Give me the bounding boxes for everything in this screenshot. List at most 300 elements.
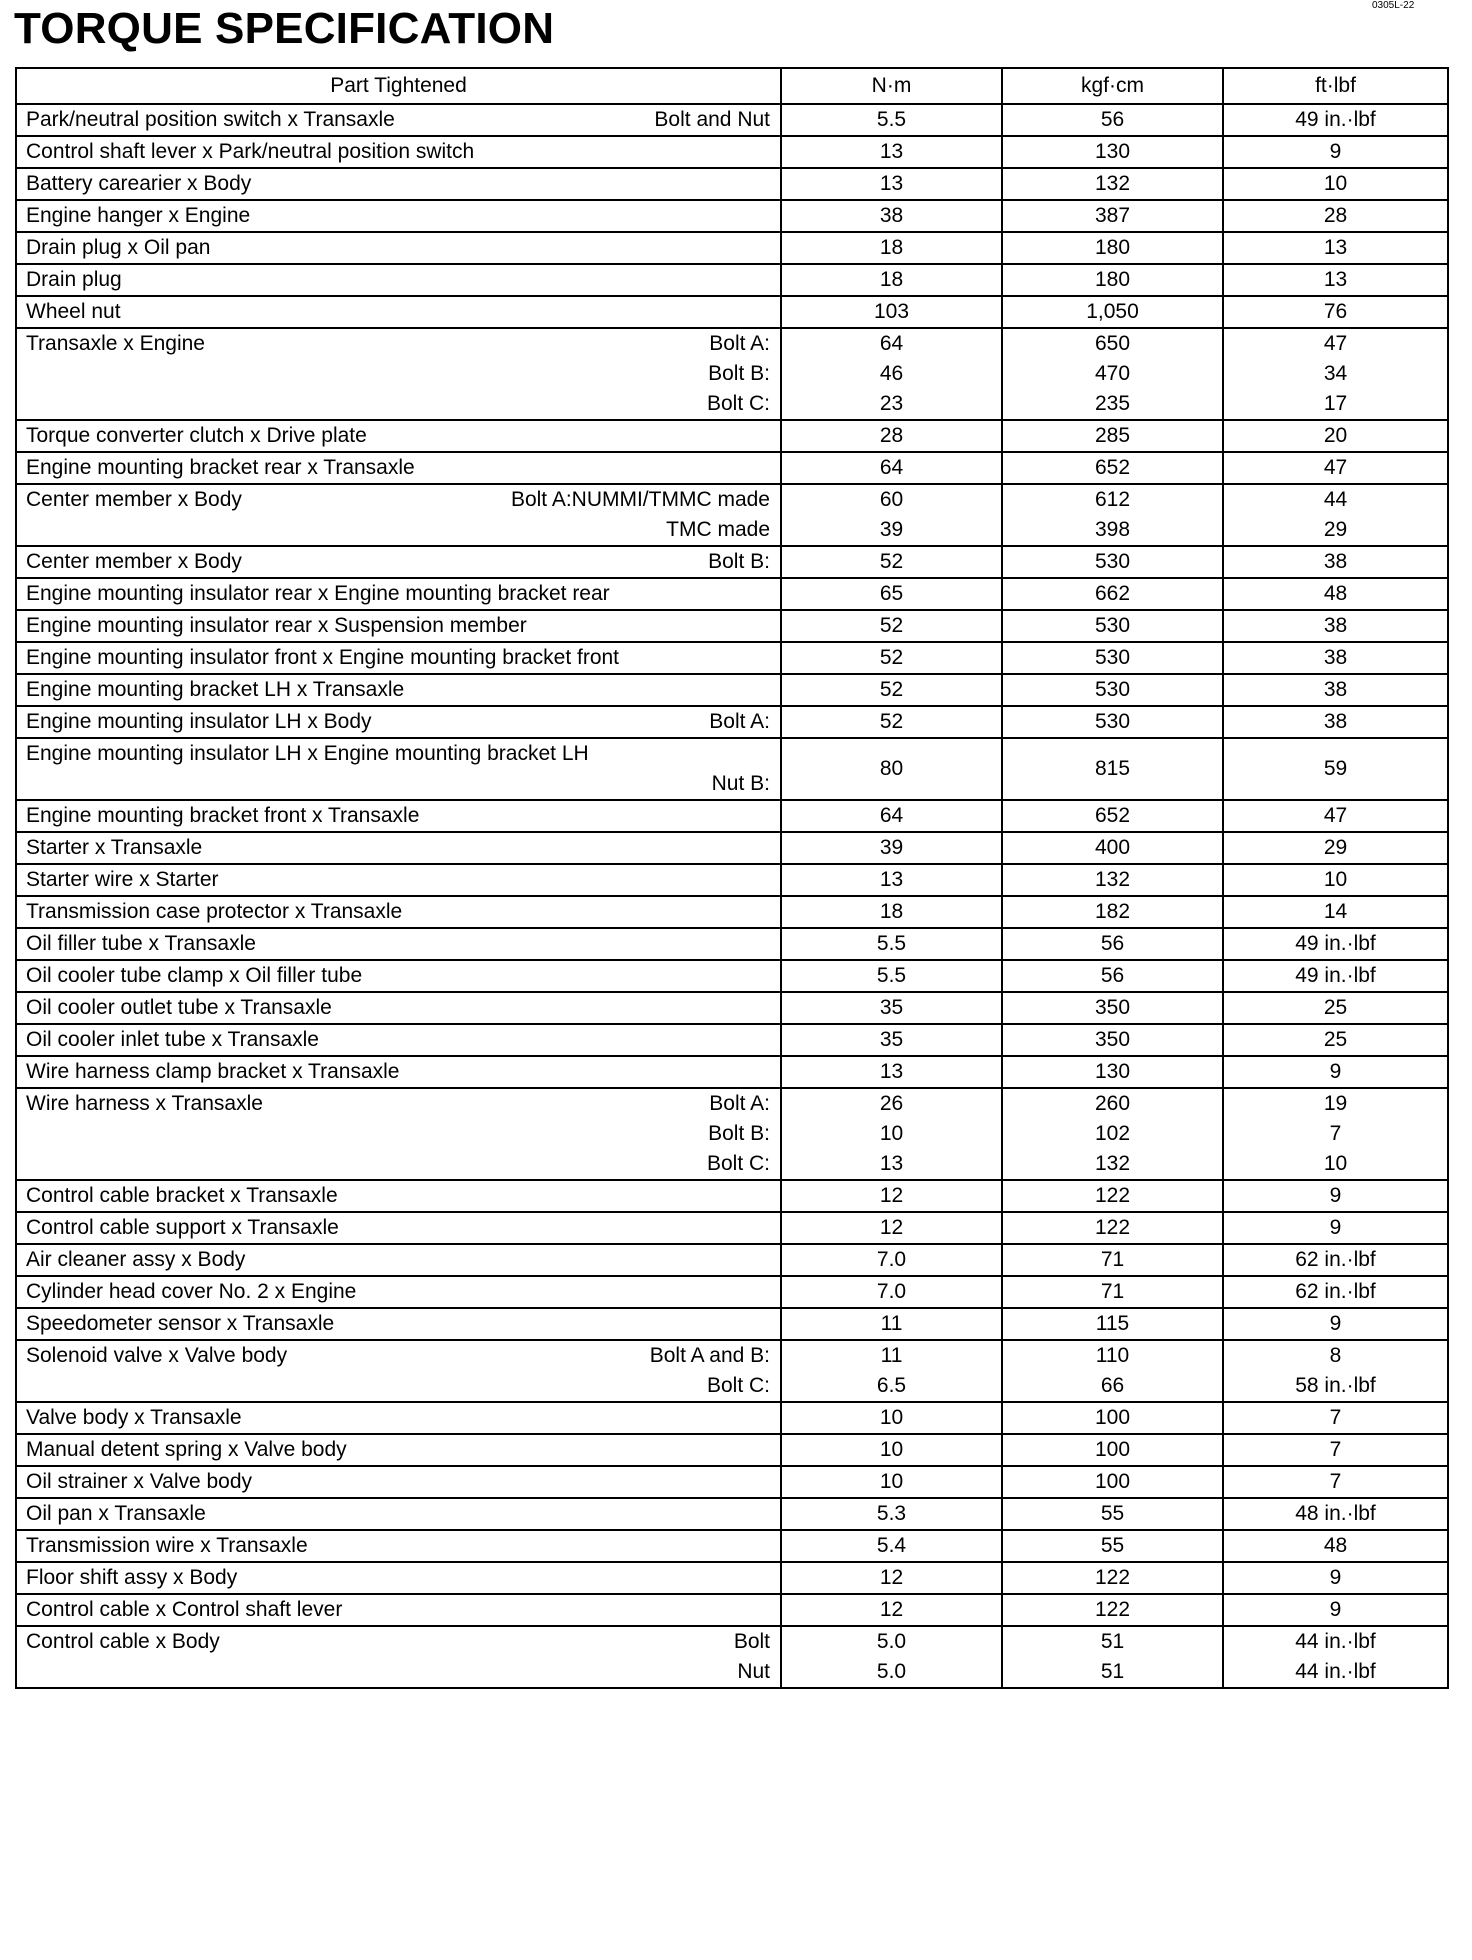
value-kgf-cm: 71 (1100, 1248, 1125, 1271)
fastener-label: Bolt A:NUMMI/TMMC made (510, 488, 770, 511)
value-ft-lbf-cell (1223, 452, 1448, 484)
value-kgf-cm-cell (1002, 1088, 1223, 1180)
part-line (17, 105, 780, 135)
value-nm-cell (781, 420, 1002, 452)
value-ft-lbf-cell (1223, 1244, 1448, 1276)
value-ft-lbf-cell (1223, 1180, 1448, 1212)
part-name: Engine mounting bracket LH x Transaxle (26, 678, 405, 701)
part-line (17, 1213, 780, 1243)
value-ft-lbf: 28 (1323, 204, 1348, 227)
value-kgf-cm: 132 (1094, 868, 1131, 891)
part-line (17, 897, 780, 927)
value-nm: 80 (879, 757, 904, 780)
value-nm-cell (781, 928, 1002, 960)
value-kgf-cm-cell (1002, 136, 1223, 168)
fastener-label: Bolt C: (706, 1152, 770, 1175)
table-row (16, 328, 1448, 420)
value-nm: 12 (879, 1598, 904, 1621)
value-kgf-cm-cell (1002, 1308, 1223, 1340)
part-cell (16, 1276, 781, 1308)
value-kgf-cm-cell (1002, 800, 1223, 832)
table-row (16, 1024, 1448, 1056)
value-kgf-cm-cell (1002, 706, 1223, 738)
value-ft-lbf: 48 in.·lbf (1295, 1502, 1376, 1525)
part-line (17, 1245, 780, 1275)
value-nm: 26 (879, 1092, 904, 1115)
part-line (17, 297, 780, 327)
part-line (17, 233, 780, 263)
part-cell (16, 960, 781, 992)
table-row (16, 1498, 1448, 1530)
value-nm-cell (781, 610, 1002, 642)
value-nm: 46 (879, 362, 904, 385)
part-name: Transmission case protector x Transaxle (26, 900, 403, 923)
part-name: Wire harness x Transaxle (26, 1092, 263, 1115)
part-line (17, 1181, 780, 1211)
value-nm-cell (781, 104, 1002, 136)
value-ft-lbf-cell (1223, 610, 1448, 642)
value-ft-lbf: 48 (1323, 582, 1348, 605)
value-kgf-cm: 235 (1094, 392, 1131, 415)
value-nm: 12 (879, 1184, 904, 1207)
value-nm-cell (781, 578, 1002, 610)
value-kgf-cm-cell (1002, 864, 1223, 896)
fastener-label: Bolt and Nut (654, 108, 770, 131)
value-kgf-cm-cell (1002, 1024, 1223, 1056)
part-line (17, 961, 780, 991)
value-nm-cell (781, 1498, 1002, 1530)
table-row (16, 896, 1448, 928)
fastener-label: Bolt B: (708, 1122, 770, 1145)
value-ft-lbf-cell (1223, 546, 1448, 578)
value-kgf-cm: 285 (1094, 424, 1131, 447)
part-name: Air cleaner assy x Body (26, 1248, 246, 1271)
value-nm: 13 (879, 172, 904, 195)
part-name: Starter x Transaxle (26, 836, 203, 859)
table-row (16, 864, 1448, 896)
part-name: Wheel nut (26, 300, 121, 323)
part-line (17, 801, 780, 831)
part-line (17, 547, 780, 577)
header-kgf-cm: kgf·cm (1002, 68, 1223, 104)
fastener-label: Nut B: (711, 772, 770, 795)
part-cell (16, 1530, 781, 1562)
table-row (16, 452, 1448, 484)
value-kgf-cm-cell (1002, 328, 1223, 420)
value-nm: 5.5 (876, 964, 907, 987)
value-ft-lbf-cell (1223, 232, 1448, 264)
part-name: Transmission wire x Transaxle (26, 1534, 308, 1557)
value-kgf-cm-cell (1002, 928, 1223, 960)
value-kgf-cm-cell (1002, 578, 1223, 610)
part-name: Speedometer sensor x Transaxle (26, 1312, 335, 1335)
part-line (17, 1595, 780, 1625)
part-name: Cylinder head cover No. 2 x Engine (26, 1280, 357, 1303)
value-nm: 60 (879, 488, 904, 511)
value-kgf-cm: 1,050 (1086, 300, 1139, 323)
table-row (16, 420, 1448, 452)
table-row (16, 1056, 1448, 1088)
part-line (17, 169, 780, 199)
part-name: Wire harness clamp bracket x Transaxle (26, 1060, 400, 1083)
fastener-label: Bolt B: (708, 550, 770, 573)
value-kgf-cm: 71 (1100, 1280, 1125, 1303)
value-kgf-cm-cell (1002, 1402, 1223, 1434)
header-nm: N·m (781, 68, 1002, 104)
part-line (17, 265, 780, 295)
value-ft-lbf: 9 (1329, 1598, 1342, 1621)
part-cell (16, 800, 781, 832)
part-cell (16, 992, 781, 1024)
value-ft-lbf-cell (1223, 1340, 1448, 1402)
value-kgf-cm-cell (1002, 642, 1223, 674)
value-kgf-cm: 652 (1094, 804, 1131, 827)
value-kgf-cm: 100 (1094, 1470, 1131, 1493)
value-ft-lbf: 9 (1329, 140, 1342, 163)
part-line (17, 1531, 780, 1561)
value-kgf-cm: 815 (1094, 757, 1131, 780)
fastener-label: Nut (737, 1660, 770, 1683)
part-cell (16, 420, 781, 452)
table-row (16, 1180, 1448, 1212)
table-row (16, 992, 1448, 1024)
part-name: Valve body x Transaxle (26, 1406, 242, 1429)
value-ft-lbf-cell (1223, 1212, 1448, 1244)
fastener-label: Bolt A: (709, 332, 770, 355)
value-ft-lbf: 29 (1323, 518, 1348, 541)
value-kgf-cm: 260 (1094, 1092, 1131, 1115)
value-ft-lbf: 47 (1323, 804, 1348, 827)
value-kgf-cm-cell (1002, 1434, 1223, 1466)
part-name: Control cable support x Transaxle (26, 1216, 339, 1239)
part-name: Oil filler tube x Transaxle (26, 932, 256, 955)
value-nm: 18 (879, 268, 904, 291)
part-cell (16, 928, 781, 960)
value-kgf-cm-cell (1002, 546, 1223, 578)
part-cell (16, 232, 781, 264)
part-line (17, 865, 780, 895)
value-ft-lbf: 17 (1323, 392, 1348, 415)
torque-spec-table (15, 67, 1449, 1689)
value-nm-cell (781, 1088, 1002, 1180)
value-ft-lbf: 13 (1323, 236, 1348, 259)
value-kgf-cm: 66 (1100, 1374, 1125, 1397)
table-row (16, 578, 1448, 610)
value-kgf-cm-cell (1002, 1212, 1223, 1244)
table-row (16, 1088, 1448, 1180)
value-nm-cell (781, 832, 1002, 864)
value-nm: 12 (879, 1216, 904, 1239)
part-name: Oil strainer x Valve body (26, 1470, 253, 1493)
part-cell (16, 136, 781, 168)
value-kgf-cm-cell (1002, 1530, 1223, 1562)
value-nm: 13 (879, 1060, 904, 1083)
part-line (17, 1309, 780, 1339)
value-ft-lbf: 10 (1323, 172, 1348, 195)
value-kgf-cm-cell (1002, 232, 1223, 264)
part-line (17, 1119, 780, 1149)
value-kgf-cm-cell (1002, 168, 1223, 200)
part-cell (16, 1180, 781, 1212)
value-ft-lbf-cell (1223, 1466, 1448, 1498)
value-ft-lbf-cell (1223, 1434, 1448, 1466)
part-line (17, 515, 780, 545)
part-line (17, 1341, 780, 1371)
value-kgf-cm-cell (1002, 832, 1223, 864)
table-row (16, 104, 1448, 136)
value-ft-lbf: 44 (1323, 488, 1348, 511)
value-kgf-cm-cell (1002, 896, 1223, 928)
value-kgf-cm: 530 (1094, 614, 1131, 637)
part-cell (16, 1244, 781, 1276)
value-kgf-cm: 56 (1100, 964, 1125, 987)
value-nm-cell (781, 1434, 1002, 1466)
value-nm-cell (781, 992, 1002, 1024)
value-kgf-cm: 180 (1094, 268, 1131, 291)
value-ft-lbf-cell (1223, 896, 1448, 928)
value-nm-cell (781, 1308, 1002, 1340)
table-row (16, 232, 1448, 264)
table-row (16, 800, 1448, 832)
value-nm: 10 (879, 1122, 904, 1145)
value-ft-lbf: 9 (1329, 1184, 1342, 1207)
table-row (16, 706, 1448, 738)
part-line (17, 929, 780, 959)
part-line (17, 611, 780, 641)
table-row (16, 1562, 1448, 1594)
value-nm-cell (781, 896, 1002, 928)
value-kgf-cm-cell (1002, 674, 1223, 706)
value-kgf-cm-cell (1002, 264, 1223, 296)
value-nm-cell (781, 136, 1002, 168)
value-kgf-cm-cell (1002, 104, 1223, 136)
value-nm: 10 (879, 1406, 904, 1429)
value-nm-cell (781, 706, 1002, 738)
value-ft-lbf: 62 in.·lbf (1295, 1280, 1376, 1303)
value-ft-lbf-cell (1223, 960, 1448, 992)
value-kgf-cm: 132 (1094, 1152, 1131, 1175)
part-line (17, 485, 780, 515)
value-nm-cell (781, 1530, 1002, 1562)
part-cell (16, 200, 781, 232)
part-cell (16, 738, 781, 800)
part-line (17, 1627, 780, 1657)
part-name: Center member x Body (26, 550, 242, 573)
part-name: Oil pan x Transaxle (26, 1502, 206, 1525)
part-cell (16, 328, 781, 420)
table-row (16, 1340, 1448, 1402)
fastener-label: Bolt A: (709, 1092, 770, 1115)
part-cell (16, 1498, 781, 1530)
part-cell (16, 1340, 781, 1402)
value-ft-lbf: 38 (1323, 678, 1348, 701)
value-kgf-cm-cell (1002, 1594, 1223, 1626)
value-ft-lbf: 25 (1323, 1028, 1348, 1051)
value-ft-lbf: 38 (1323, 646, 1348, 669)
value-ft-lbf-cell (1223, 1562, 1448, 1594)
value-kgf-cm: 115 (1095, 1312, 1130, 1335)
value-ft-lbf: 62 in.·lbf (1295, 1248, 1376, 1271)
fastener-label: Bolt A: (709, 710, 770, 733)
part-name: Solenoid valve x Valve body (26, 1344, 288, 1367)
fastener-label: Bolt C: (706, 1374, 770, 1397)
value-ft-lbf-cell (1223, 800, 1448, 832)
part-name: Control cable x Control shaft lever (26, 1598, 343, 1621)
value-ft-lbf: 9 (1329, 1566, 1342, 1589)
table-row (16, 960, 1448, 992)
part-cell (16, 864, 781, 896)
table-row (16, 168, 1448, 200)
part-cell (16, 484, 781, 546)
part-line (17, 137, 780, 167)
value-kgf-cm: 100 (1094, 1438, 1131, 1461)
value-nm-cell (781, 1340, 1002, 1402)
value-kgf-cm-cell (1002, 452, 1223, 484)
value-kgf-cm: 612 (1094, 488, 1131, 511)
value-nm: 13 (879, 140, 904, 163)
value-ft-lbf-cell (1223, 928, 1448, 960)
table-row (16, 610, 1448, 642)
value-kgf-cm: 652 (1094, 456, 1131, 479)
table-row (16, 1626, 1448, 1688)
value-ft-lbf: 7 (1329, 1122, 1342, 1145)
table-row (16, 1434, 1448, 1466)
part-cell (16, 1562, 781, 1594)
value-nm: 39 (879, 836, 904, 859)
part-name: Engine mounting insulator LH x Body (26, 710, 372, 733)
value-nm: 28 (879, 424, 904, 447)
part-cell (16, 1466, 781, 1498)
part-name: Park/neutral position switch x Transaxle (26, 108, 395, 131)
value-ft-lbf-cell (1223, 1530, 1448, 1562)
value-ft-lbf: 49 in.·lbf (1295, 932, 1376, 955)
value-ft-lbf-cell (1223, 1402, 1448, 1434)
value-kgf-cm-cell (1002, 1626, 1223, 1688)
value-nm: 52 (879, 646, 904, 669)
value-ft-lbf-cell (1223, 1498, 1448, 1530)
part-line (17, 993, 780, 1023)
value-kgf-cm-cell (1002, 1180, 1223, 1212)
part-cell (16, 642, 781, 674)
part-line (17, 453, 780, 483)
part-cell (16, 168, 781, 200)
part-cell (16, 264, 781, 296)
part-name: Drain plug (26, 268, 122, 291)
value-nm-cell (781, 1180, 1002, 1212)
value-ft-lbf: 49 in.·lbf (1295, 108, 1376, 131)
value-ft-lbf: 47 (1323, 332, 1348, 355)
part-name: Oil cooler inlet tube x Transaxle (26, 1028, 319, 1051)
part-line (17, 1371, 780, 1401)
value-ft-lbf: 38 (1323, 710, 1348, 733)
table-row (16, 1594, 1448, 1626)
value-nm: 11 (880, 1344, 903, 1367)
value-nm: 5.5 (876, 932, 907, 955)
value-nm: 52 (879, 550, 904, 573)
value-nm-cell (781, 200, 1002, 232)
table-row (16, 1212, 1448, 1244)
value-nm-cell (781, 264, 1002, 296)
table-row (16, 484, 1448, 546)
part-name: Control cable bracket x Transaxle (26, 1184, 338, 1207)
value-nm: 64 (879, 804, 904, 827)
table-row (16, 200, 1448, 232)
value-ft-lbf-cell (1223, 738, 1448, 800)
value-kgf-cm: 130 (1094, 140, 1131, 163)
value-ft-lbf-cell (1223, 1276, 1448, 1308)
value-nm: 11 (880, 1312, 903, 1335)
value-ft-lbf-cell (1223, 1308, 1448, 1340)
value-kgf-cm-cell (1002, 610, 1223, 642)
value-nm: 64 (879, 456, 904, 479)
value-nm: 52 (879, 614, 904, 637)
value-nm-cell (781, 232, 1002, 264)
table-row (16, 832, 1448, 864)
value-ft-lbf: 9 (1329, 1312, 1342, 1335)
part-cell (16, 1402, 781, 1434)
part-name: Starter wire x Starter (26, 868, 219, 891)
part-cell (16, 1434, 781, 1466)
value-kgf-cm: 530 (1094, 550, 1131, 573)
part-line (17, 675, 780, 705)
fastener-label: Bolt B: (708, 362, 770, 385)
value-ft-lbf: 38 (1323, 614, 1348, 637)
table-row (16, 674, 1448, 706)
value-ft-lbf-cell (1223, 832, 1448, 864)
value-kgf-cm: 182 (1094, 900, 1131, 923)
value-nm: 12 (879, 1566, 904, 1589)
value-ft-lbf: 19 (1323, 1092, 1348, 1115)
value-kgf-cm: 530 (1094, 646, 1131, 669)
value-kgf-cm: 122 (1094, 1184, 1131, 1207)
part-name: Oil cooler outlet tube x Transaxle (26, 996, 332, 1019)
value-ft-lbf-cell (1223, 642, 1448, 674)
value-kgf-cm: 130 (1094, 1060, 1131, 1083)
fastener-label: TMC made (666, 518, 770, 541)
part-name: Drain plug x Oil pan (26, 236, 211, 259)
table-row (16, 136, 1448, 168)
value-nm-cell (781, 546, 1002, 578)
part-line (17, 389, 780, 419)
value-kgf-cm: 350 (1094, 996, 1131, 1019)
value-kgf-cm-cell (1002, 1056, 1223, 1088)
part-line (17, 643, 780, 673)
value-nm-cell (781, 1024, 1002, 1056)
value-kgf-cm-cell (1002, 1340, 1223, 1402)
table-row (16, 738, 1448, 800)
value-nm-cell (781, 1276, 1002, 1308)
value-nm: 18 (879, 900, 904, 923)
value-ft-lbf-cell (1223, 200, 1448, 232)
value-ft-lbf-cell (1223, 674, 1448, 706)
value-kgf-cm: 662 (1094, 582, 1131, 605)
value-ft-lbf: 13 (1323, 268, 1348, 291)
part-cell (16, 1308, 781, 1340)
value-kgf-cm-cell (1002, 738, 1223, 800)
value-kgf-cm: 51 (1100, 1660, 1125, 1683)
part-cell (16, 1594, 781, 1626)
table-row (16, 264, 1448, 296)
part-name: Manual detent spring x Valve body (26, 1438, 347, 1461)
value-kgf-cm: 180 (1094, 236, 1131, 259)
value-nm: 38 (879, 204, 904, 227)
value-kgf-cm: 122 (1094, 1216, 1131, 1239)
part-line (17, 1657, 780, 1687)
table-header-row (16, 68, 1448, 104)
table-row (16, 1244, 1448, 1276)
part-line (17, 1057, 780, 1087)
part-cell (16, 104, 781, 136)
